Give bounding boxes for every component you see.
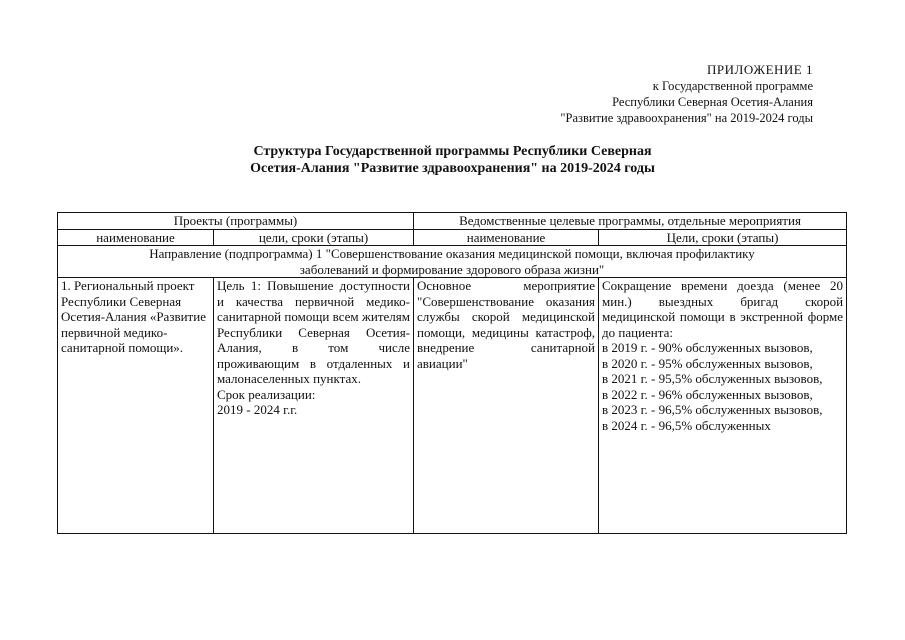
direction-line-2: заболеваний и формирование здорового образа жизни": [299, 261, 605, 277]
appendix-line-4: "Развитие здравоохранения" на 2019-2024 годы: [560, 111, 813, 125]
appendix-line-3: Республики Северная Осетия-Алания: [612, 95, 813, 109]
header-group-row: [58, 213, 847, 230]
col-header-name-2: наименование: [414, 229, 599, 246]
target-2021: в 2021 г. - 95,5% обслуженных вызовов,: [602, 371, 823, 386]
project-goal-cell: [214, 278, 414, 534]
direction-cell: [58, 246, 847, 278]
col-header-goals-2: Цели, сроки (этапы): [599, 229, 847, 246]
title-line-2: Осетия-Алания "Развитие здравоохранения" на 2019-2024 годы: [250, 161, 655, 176]
term-label: Срок реализации:: [217, 386, 316, 402]
direction-row: [58, 246, 847, 278]
title-line-1: Структура Государственной программы Республики Северная: [253, 144, 652, 159]
appendix-header: [513, 62, 813, 126]
target-2019: в 2019 г. - 90% обслуженных вызовов,: [602, 340, 813, 355]
target-intro: Сокращение времени доезда (менее 20 мин.) выездных бригад скорой медицинской помощи в экстренной форме до пациента:: [602, 278, 844, 340]
structure-table: [57, 212, 847, 534]
target-2023: в 2023 г. - 96,5% обслуженных вызовов,: [602, 402, 823, 417]
appendix-line-2: к Государственной программе: [652, 79, 813, 93]
header-columns-row: [58, 229, 847, 246]
target-2022: в 2022 г. - 96% обслуженных вызовов,: [602, 386, 813, 402]
project-name-cell: 1. Региональный проект Республики Северная Осетия-Алания «Развитие первичной медико-санитарной помощи».: [58, 278, 214, 534]
event-target-cell: [599, 278, 847, 534]
target-2020: в 2020 г. - 95% обслуженных вызовов,: [602, 355, 813, 371]
document-title: [0, 143, 905, 177]
term-value: 2019 - 2024 г.г.: [217, 402, 298, 417]
direction-line-1: Направление (подпрограмма) 1 "Совершенствование оказания медицинской помощи, включая профилактику: [149, 246, 755, 261]
table-row: [58, 278, 847, 534]
header-departmental-programs: Ведомственные целевые программы, отдельные мероприятия: [414, 213, 847, 230]
header-projects: Проекты (программы): [58, 213, 414, 230]
event-name-cell: Основное мероприятие "Совершенствование оказания службы скорой медицинской помощи, медицины катастроф, внедрение санитарной авиации": [414, 278, 599, 534]
target-2024: в 2024 г. - 96,5% обслуженных: [602, 417, 771, 433]
col-header-goals-1: цели, сроки (этапы): [214, 229, 414, 246]
col-header-name-1: наименование: [58, 229, 214, 246]
appendix-label: ПРИЛОЖЕНИЕ 1: [707, 62, 813, 77]
goal-text: Цель 1: Повышение доступности и качества первичной медико-санитарной помощи всем жителям Республики Северная Осетия-Алания, в том числе проживающим в отдаленных и малонаселенных пунктах.: [217, 278, 411, 386]
